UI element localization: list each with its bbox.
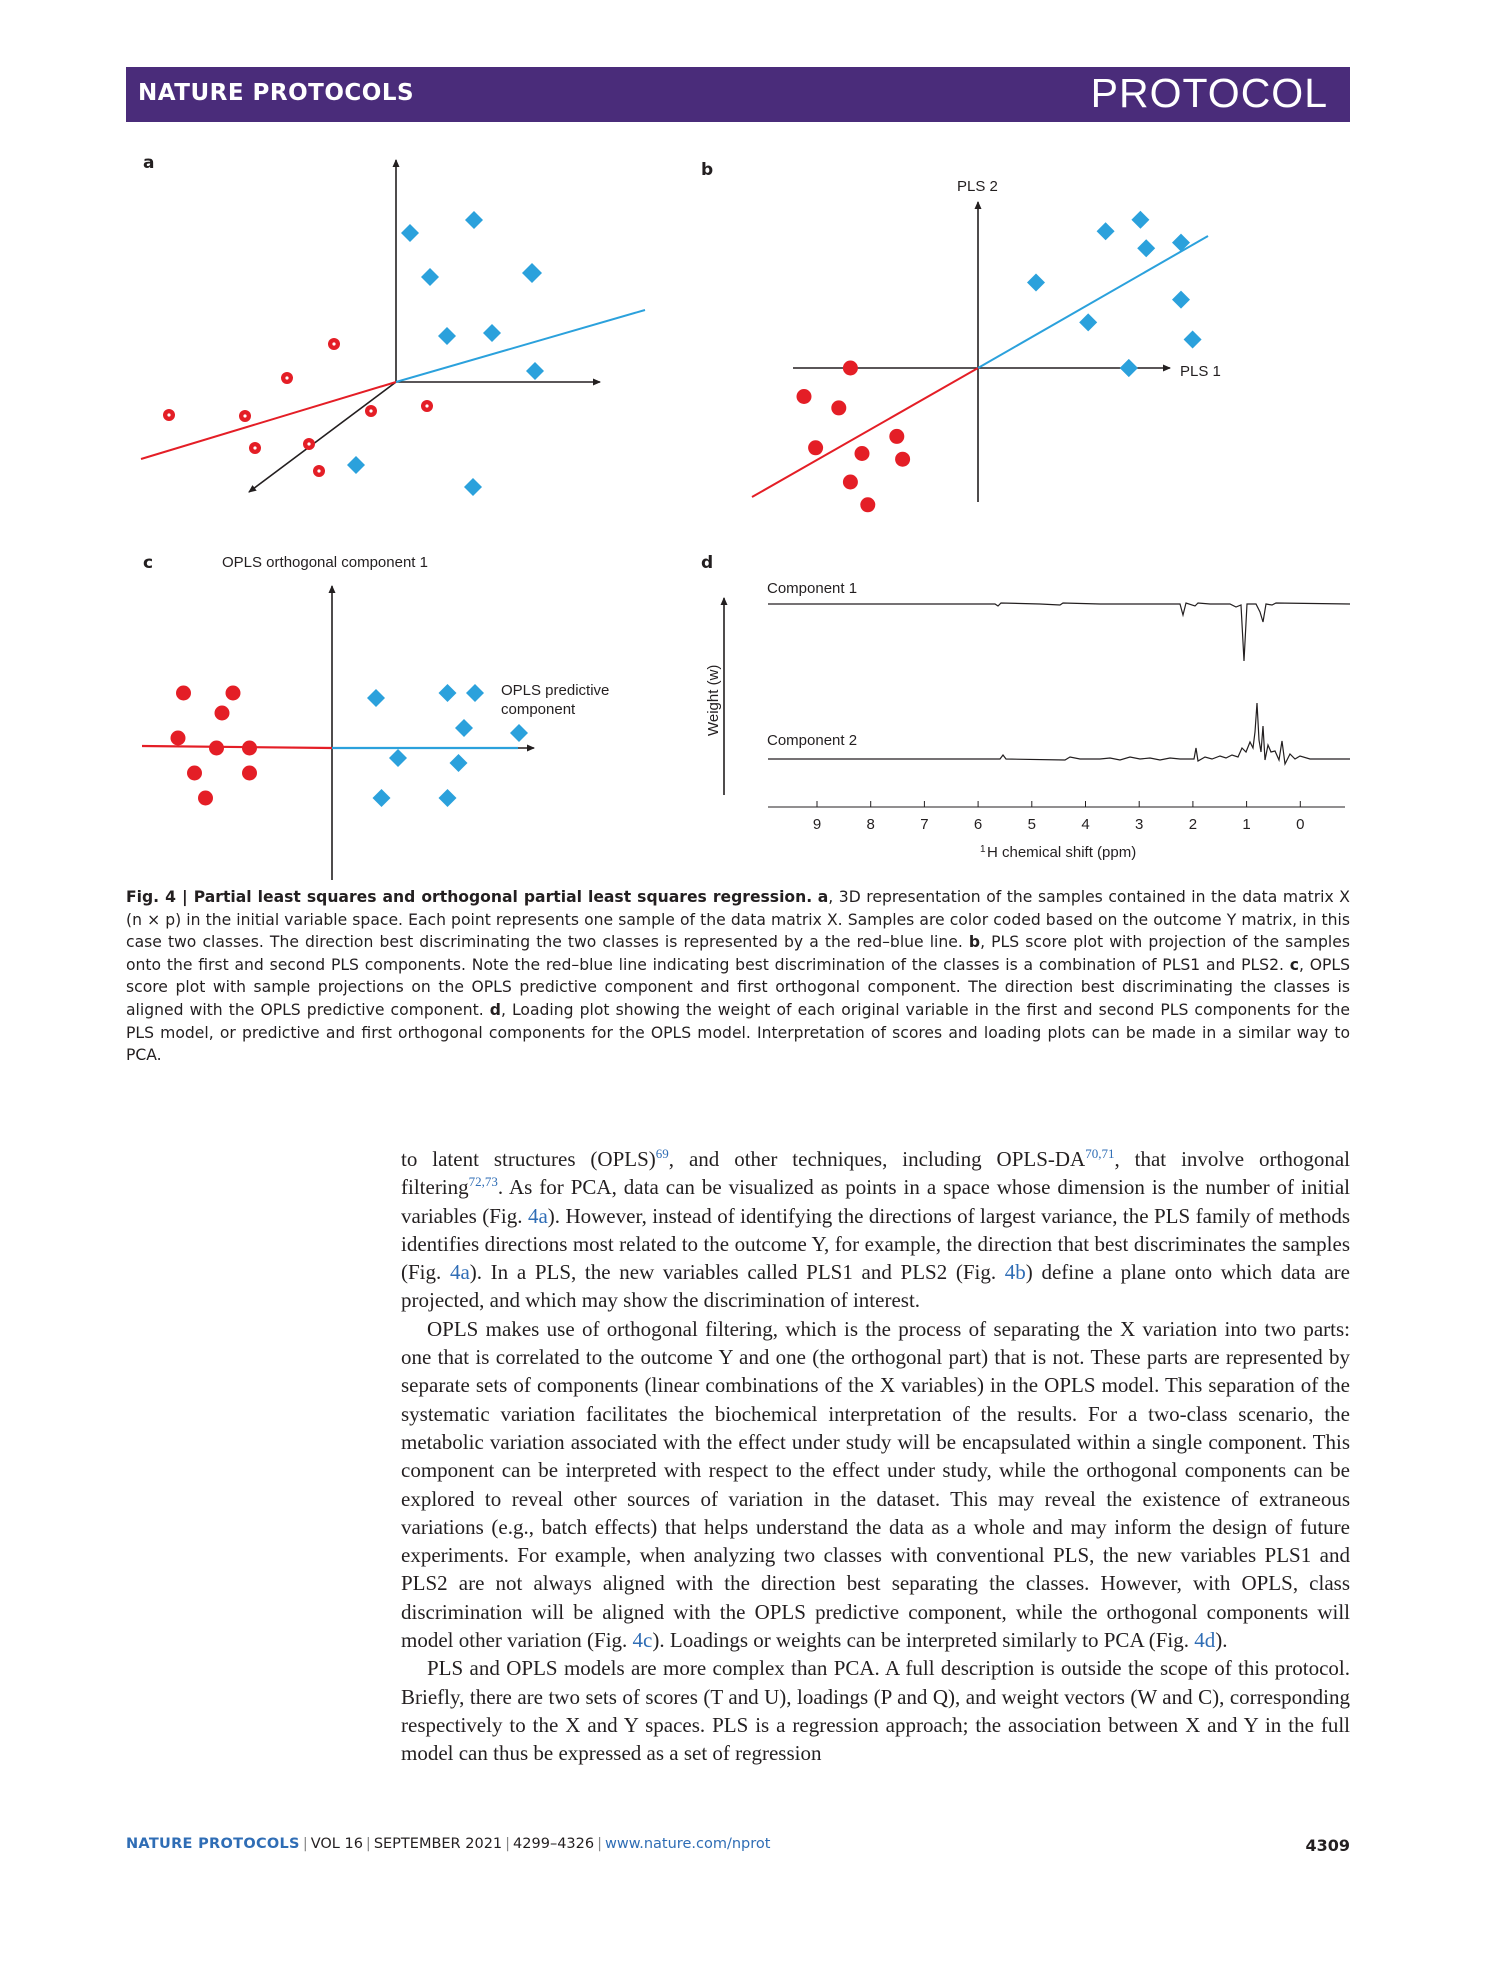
red-point [249, 442, 261, 454]
panel-d-ticks [813, 801, 1305, 833]
blue-point [526, 362, 544, 380]
red-point [808, 440, 823, 455]
text-run: ) define a plane onto which data are projected, and which may show the discrimination of interest. [401, 1260, 1350, 1313]
blue-point [1131, 211, 1149, 229]
blue-point [450, 754, 468, 772]
blue-point [438, 327, 456, 345]
panel-d [701, 553, 1350, 861]
caption-label-d: d [489, 1000, 501, 1019]
panel-b-discrimination-line-red [752, 368, 978, 497]
x-tick-label: 6 [973, 816, 983, 833]
reference-link[interactable]: 72,73 [468, 1174, 498, 1190]
panel-b [701, 160, 1221, 512]
text-run: to latent structures (OPLS) [401, 1147, 656, 1171]
blue-point [1027, 274, 1045, 292]
blue-point [1137, 239, 1155, 257]
page-number: 4309 [1305, 1836, 1350, 1855]
panel-b-red-points [797, 361, 911, 513]
red-point [239, 410, 251, 422]
blue-point [522, 263, 542, 283]
page-footer: NATURE PROTOCOLS | VOL 16 | SEPTEMBER 2021 | 4299–4326 | www.nature.com/nprot 4309 [126, 1836, 1350, 1855]
caption-text-a: , 3D representation of the samples contained in the data matrix X (n × p) in the initial variable space. Each point represents one sample of the data matrix X. Samples are color coded based on the outcome Y matrix, in this case two classes. The direction best discriminating the two classes is represented by a the red–blue line. [126, 888, 1350, 952]
red-point [895, 452, 910, 467]
blue-point [1097, 222, 1115, 240]
panel-c-discrimination-line-red [142, 746, 332, 748]
x-tick-label: 7 [920, 816, 929, 833]
red-point [860, 497, 875, 512]
panel-a-label: a [143, 153, 155, 173]
x-tick-label: 0 [1296, 816, 1305, 833]
panel-a-discrimination-line-red [141, 382, 396, 459]
blue-point [510, 724, 528, 742]
panel-d-trace1-label: Component 1 [767, 580, 858, 597]
panel-d-trace-component-1 [768, 603, 1350, 661]
red-point [365, 405, 377, 417]
x-tick-label: 4 [1081, 816, 1090, 833]
footer-volume: VOL 16 [310, 1836, 363, 1852]
panel-c-y-axis-label: OPLS orthogonal component 1 [222, 554, 428, 571]
panel-d-y-label: Weight (w) [705, 664, 722, 736]
blue-point [439, 684, 457, 702]
red-point [187, 766, 202, 781]
reference-link[interactable]: 69 [655, 1146, 669, 1161]
blue-point [439, 789, 457, 807]
caption-label-a: a [817, 888, 829, 906]
red-point [215, 706, 230, 721]
blue-point [455, 719, 473, 737]
panel-b-discrimination-line-blue [978, 236, 1208, 368]
red-point [303, 438, 315, 450]
panel-c-label: c [143, 553, 154, 573]
caption-title: Fig. 4 | Partial least squares and orthogonal partial least squares regression. [126, 888, 813, 906]
footer-url-link[interactable]: www.nature.com/nprot [605, 1836, 771, 1852]
blue-point [466, 684, 484, 702]
blue-point [1184, 331, 1202, 349]
text-run: ). However, instead of identifying the directions of largest variance, the PLS family of methods identifies directions most related to the outcome Y, for example, the direction that best discriminates the samples (Fig. [401, 1203, 1350, 1285]
red-point [176, 686, 191, 701]
caption-label-b: b [968, 933, 981, 952]
blue-point [421, 268, 439, 286]
blue-point [401, 224, 419, 242]
caption-text-c: , OPLS score plot with sample projections on the OPLS predictive component and first orthogonal component. The direction best discriminating the classes is aligned with the OPLS predictive component. [126, 955, 1350, 1019]
blue-point [373, 789, 391, 807]
text-run: ). Loadings or weights can be interpreted similarly to PCA (Fig. [652, 1628, 1195, 1653]
figure-link[interactable]: 4d [1194, 1628, 1216, 1653]
paragraph-2 [401, 1315, 1350, 1655]
red-point [797, 389, 812, 404]
x-tick-label: 9 [812, 816, 822, 833]
red-point [209, 741, 224, 756]
paragraph-3: PLS and OPLS models are more complex than PCA. A full description is outside the scope of this protocol. Briefly, there are two sets of scores (T and U), loadings (P and Q), and weight vectors (W and C), corresponding respectively to the X and Y spaces. PLS is a regression approach; the association between X and Y in the full model can thus be expressed as a set of regression [401, 1656, 1350, 1766]
section-label: PROTOCOL [1090, 70, 1328, 116]
reference-link[interactable]: 70,71 [1085, 1146, 1115, 1161]
figure-link[interactable]: 4b [1004, 1260, 1026, 1285]
panel-c-x-axis-label-line2: component [501, 701, 576, 718]
panel-b-label: b [701, 160, 714, 180]
blue-point [464, 478, 482, 496]
caption-text-d: , Loading plot showing the weight of each original variable in the first and second PLS components for the PLS model, or predictive and first orthogonal components for the OPLS model. Interpretation of scores and loading plots can be made in a similar way to PCA. [126, 1000, 1350, 1065]
blue-point [1172, 291, 1190, 309]
panel-b-blue-points [1027, 211, 1202, 377]
figure-4 [0, 0, 1489, 880]
red-point [242, 766, 257, 781]
red-point [328, 338, 340, 350]
x-tick-label: 5 [1027, 816, 1036, 833]
footer-pages: 4299–4326 [513, 1836, 595, 1852]
red-point [843, 361, 858, 376]
text-run: ). [1215, 1628, 1228, 1653]
panel-a [141, 153, 645, 496]
red-point [843, 475, 858, 490]
x-tick-label: 8 [866, 816, 875, 833]
red-point [281, 372, 293, 384]
figure-link[interactable]: 4c [632, 1628, 653, 1653]
x-tick-label: 3 [1135, 816, 1144, 833]
journal-name: NATURE PROTOCOLS [138, 80, 415, 106]
panel-c [142, 553, 609, 880]
figure-caption [126, 886, 1350, 1067]
x-tick-label: 2 [1188, 816, 1198, 833]
text-run: , and other techniques, including OPLS-DA [668, 1147, 1086, 1171]
blue-point [347, 456, 365, 474]
figure-link[interactable]: 4a [527, 1203, 548, 1228]
panel-d-trace2-label: Component 2 [767, 732, 858, 749]
panel-d-x-label: H chemical shift (ppm) [987, 844, 1137, 861]
red-point [242, 741, 257, 756]
panel-a-discrimination-line-blue [396, 310, 645, 382]
red-point [198, 791, 213, 806]
blue-point [483, 324, 501, 342]
blue-point [367, 689, 385, 707]
panel-b-x-axis-label: PLS 1 [1180, 363, 1221, 380]
blue-point [389, 749, 407, 767]
caption-text-b: , PLS score plot with projection of the samples onto the first and second PLS components. Note the red–blue line indicating best discrimination of the classes is a combination of PLS1 and PLS2. [126, 933, 1350, 974]
text-run: . As for PCA, data can be visualized as points in a space whose dimension is the number of initial variables (Fig. [401, 1175, 1350, 1228]
panel-b-y-axis-label: PLS 2 [957, 178, 998, 195]
red-point [171, 731, 186, 746]
paragraph-1 [401, 1145, 1350, 1315]
text-run: OPLS makes use of orthogonal filtering, which is the process of separating the X variation into two parts: one that is correlated to the outcome Y and one (the orthogonal part) that is not. These parts are represented by separate sets of components (linear combinations of the X variables) in the OPLS model. This separation of the systematic variation facilitates the biochemical interpretation of the results. For a two-class scenario, the metabolic variation associated with the effect under study will be encapsulated within a single component. This component can be interpreted with respect to the effect under study, while the orthogonal components can be explored to reveal other sources of variation in the dataset. This may reveal the existence of extraneous variations (e.g., batch effects) that helps understand the data as a whole and may inform the design of future experiments. For example, when analyzing two classes with conventional PLS, the new variables PLS1 and PLS2 are not always aligned with the direction best separating the classes. However, with OPLS, class discrimination will be aligned with the OPLS predictive component, while the orthogonal components will model other variation (Fig. [401, 1316, 1350, 1653]
blue-point [465, 211, 483, 229]
figure-link[interactable]: 4a [449, 1260, 470, 1285]
blue-point [1079, 313, 1097, 331]
text-run: , that involve orthogonal filtering [401, 1147, 1350, 1200]
panel-d-x-label-superscript: 1 [980, 844, 986, 855]
footer-journal: NATURE PROTOCOLS [126, 1836, 300, 1852]
panel-a-blue-points [347, 211, 544, 496]
panel-c-x-axis-label-line1: OPLS predictive [501, 682, 610, 699]
text-run: ). In a PLS, the new variables called PLS1 and PLS2 (Fig. [469, 1260, 1005, 1285]
red-point [831, 400, 846, 415]
caption-label-c: c [1289, 955, 1299, 974]
red-point [421, 400, 433, 412]
red-point [889, 429, 904, 444]
footer-date: SEPTEMBER 2021 [373, 1836, 503, 1852]
x-tick-label: 1 [1242, 816, 1251, 833]
blue-point [1120, 359, 1138, 377]
red-point [313, 465, 325, 477]
red-point [855, 446, 870, 461]
body-text [401, 1145, 1350, 1768]
red-point [163, 409, 175, 421]
red-point [226, 686, 241, 701]
panel-d-label: d [701, 553, 714, 573]
